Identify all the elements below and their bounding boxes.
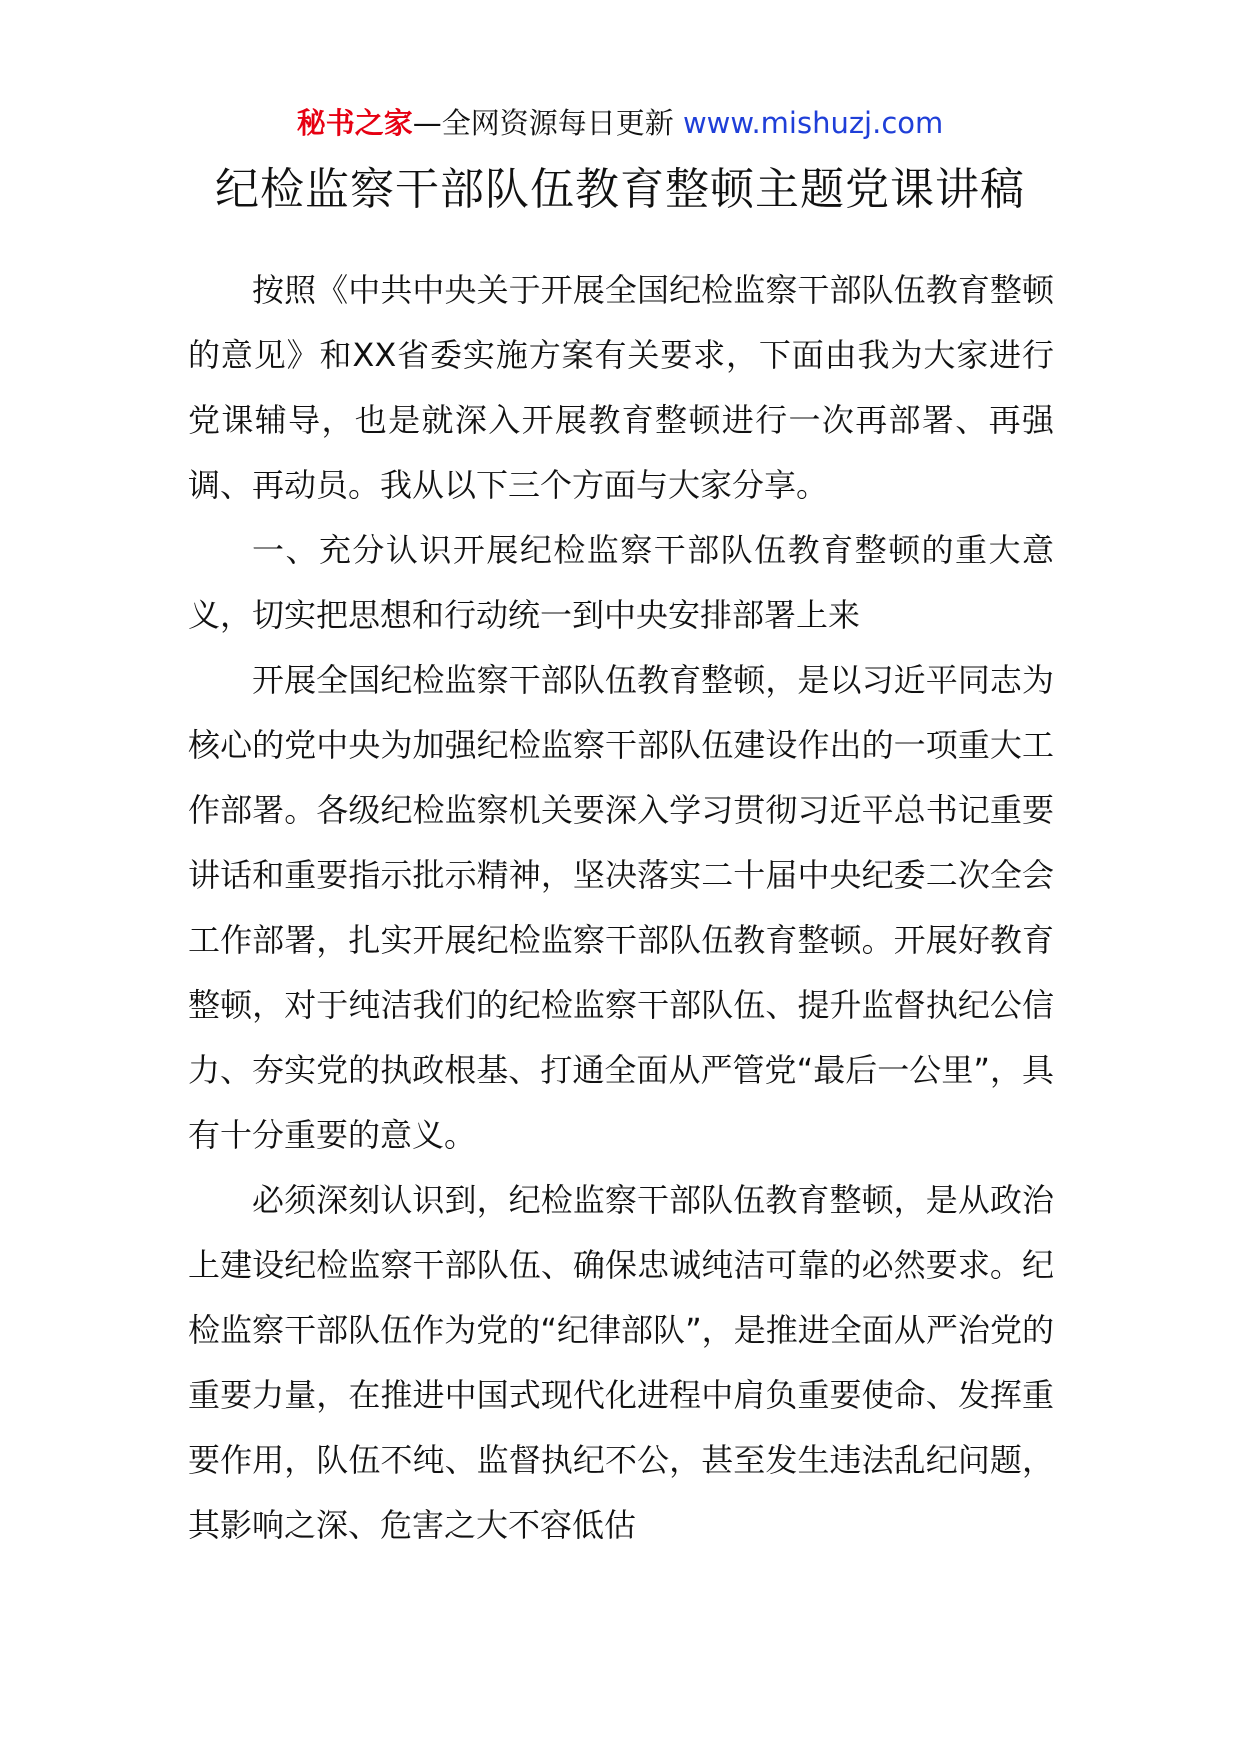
- document-title: 纪检监察干部队伍教育整顿主题党课讲稿: [215, 164, 1025, 215]
- site-header: [0, 103, 1240, 143]
- site-slogan: —全网资源每日更新: [412, 106, 674, 140]
- body-paragraph: 开展全国纪检监察干部队伍教育整顿，是以习近平同志为核心的党中央为加强纪检监察干部队伍建设作出的一项重大工作部署。各级纪检监察机关要深入学习贯彻习近平总书记重要讲话和重要指示批示精神，坚决落实二十届中央纪委二次全会工作部署，扎实开展纪检监察干部队伍教育整顿。开展好教育整顿，对于纯洁我们的纪检监察干部队伍、提升监督执纪公信力、夯实党的执政根基、打通全面从严管党“最后一公里”，具有十分重要的意义。: [188, 661, 1054, 1154]
- document-body: [188, 258, 1054, 1558]
- site-brand: 秘书之家: [296, 106, 413, 140]
- site-url-link[interactable]: www.mishuzj.com: [673, 106, 944, 140]
- intro-paragraph: 按照《中共中央关于开展全国纪检监察干部队伍教育整顿的意见》和XX省委实施方案有关要求，下面由我为大家进行党课辅导，也是就深入开展教育整顿进行一次再部署、再强调、再动员。我从以下三个方面与大家分享。: [188, 271, 1054, 504]
- body-paragraph: 必须深刻认识到，纪检监察干部队伍教育整顿，是从政治上建设纪检监察干部队伍、确保忠诚纯洁可靠的必然要求。纪检监察干部队伍作为党的“纪律部队”，是推进全面从严治党的重要力量，在推进中国式现代化进程中肩负重要使命、发挥重要作用，队伍不纯、监督执纪不公，甚至发生违法乱纪问题，其影响之深、危害之大不容低估: [188, 1181, 1054, 1544]
- section-heading-1: 一、充分认识开展纪检监察干部队伍教育整顿的重大意义，切实把思想和行动统一到中央安排部署上来: [188, 531, 1054, 634]
